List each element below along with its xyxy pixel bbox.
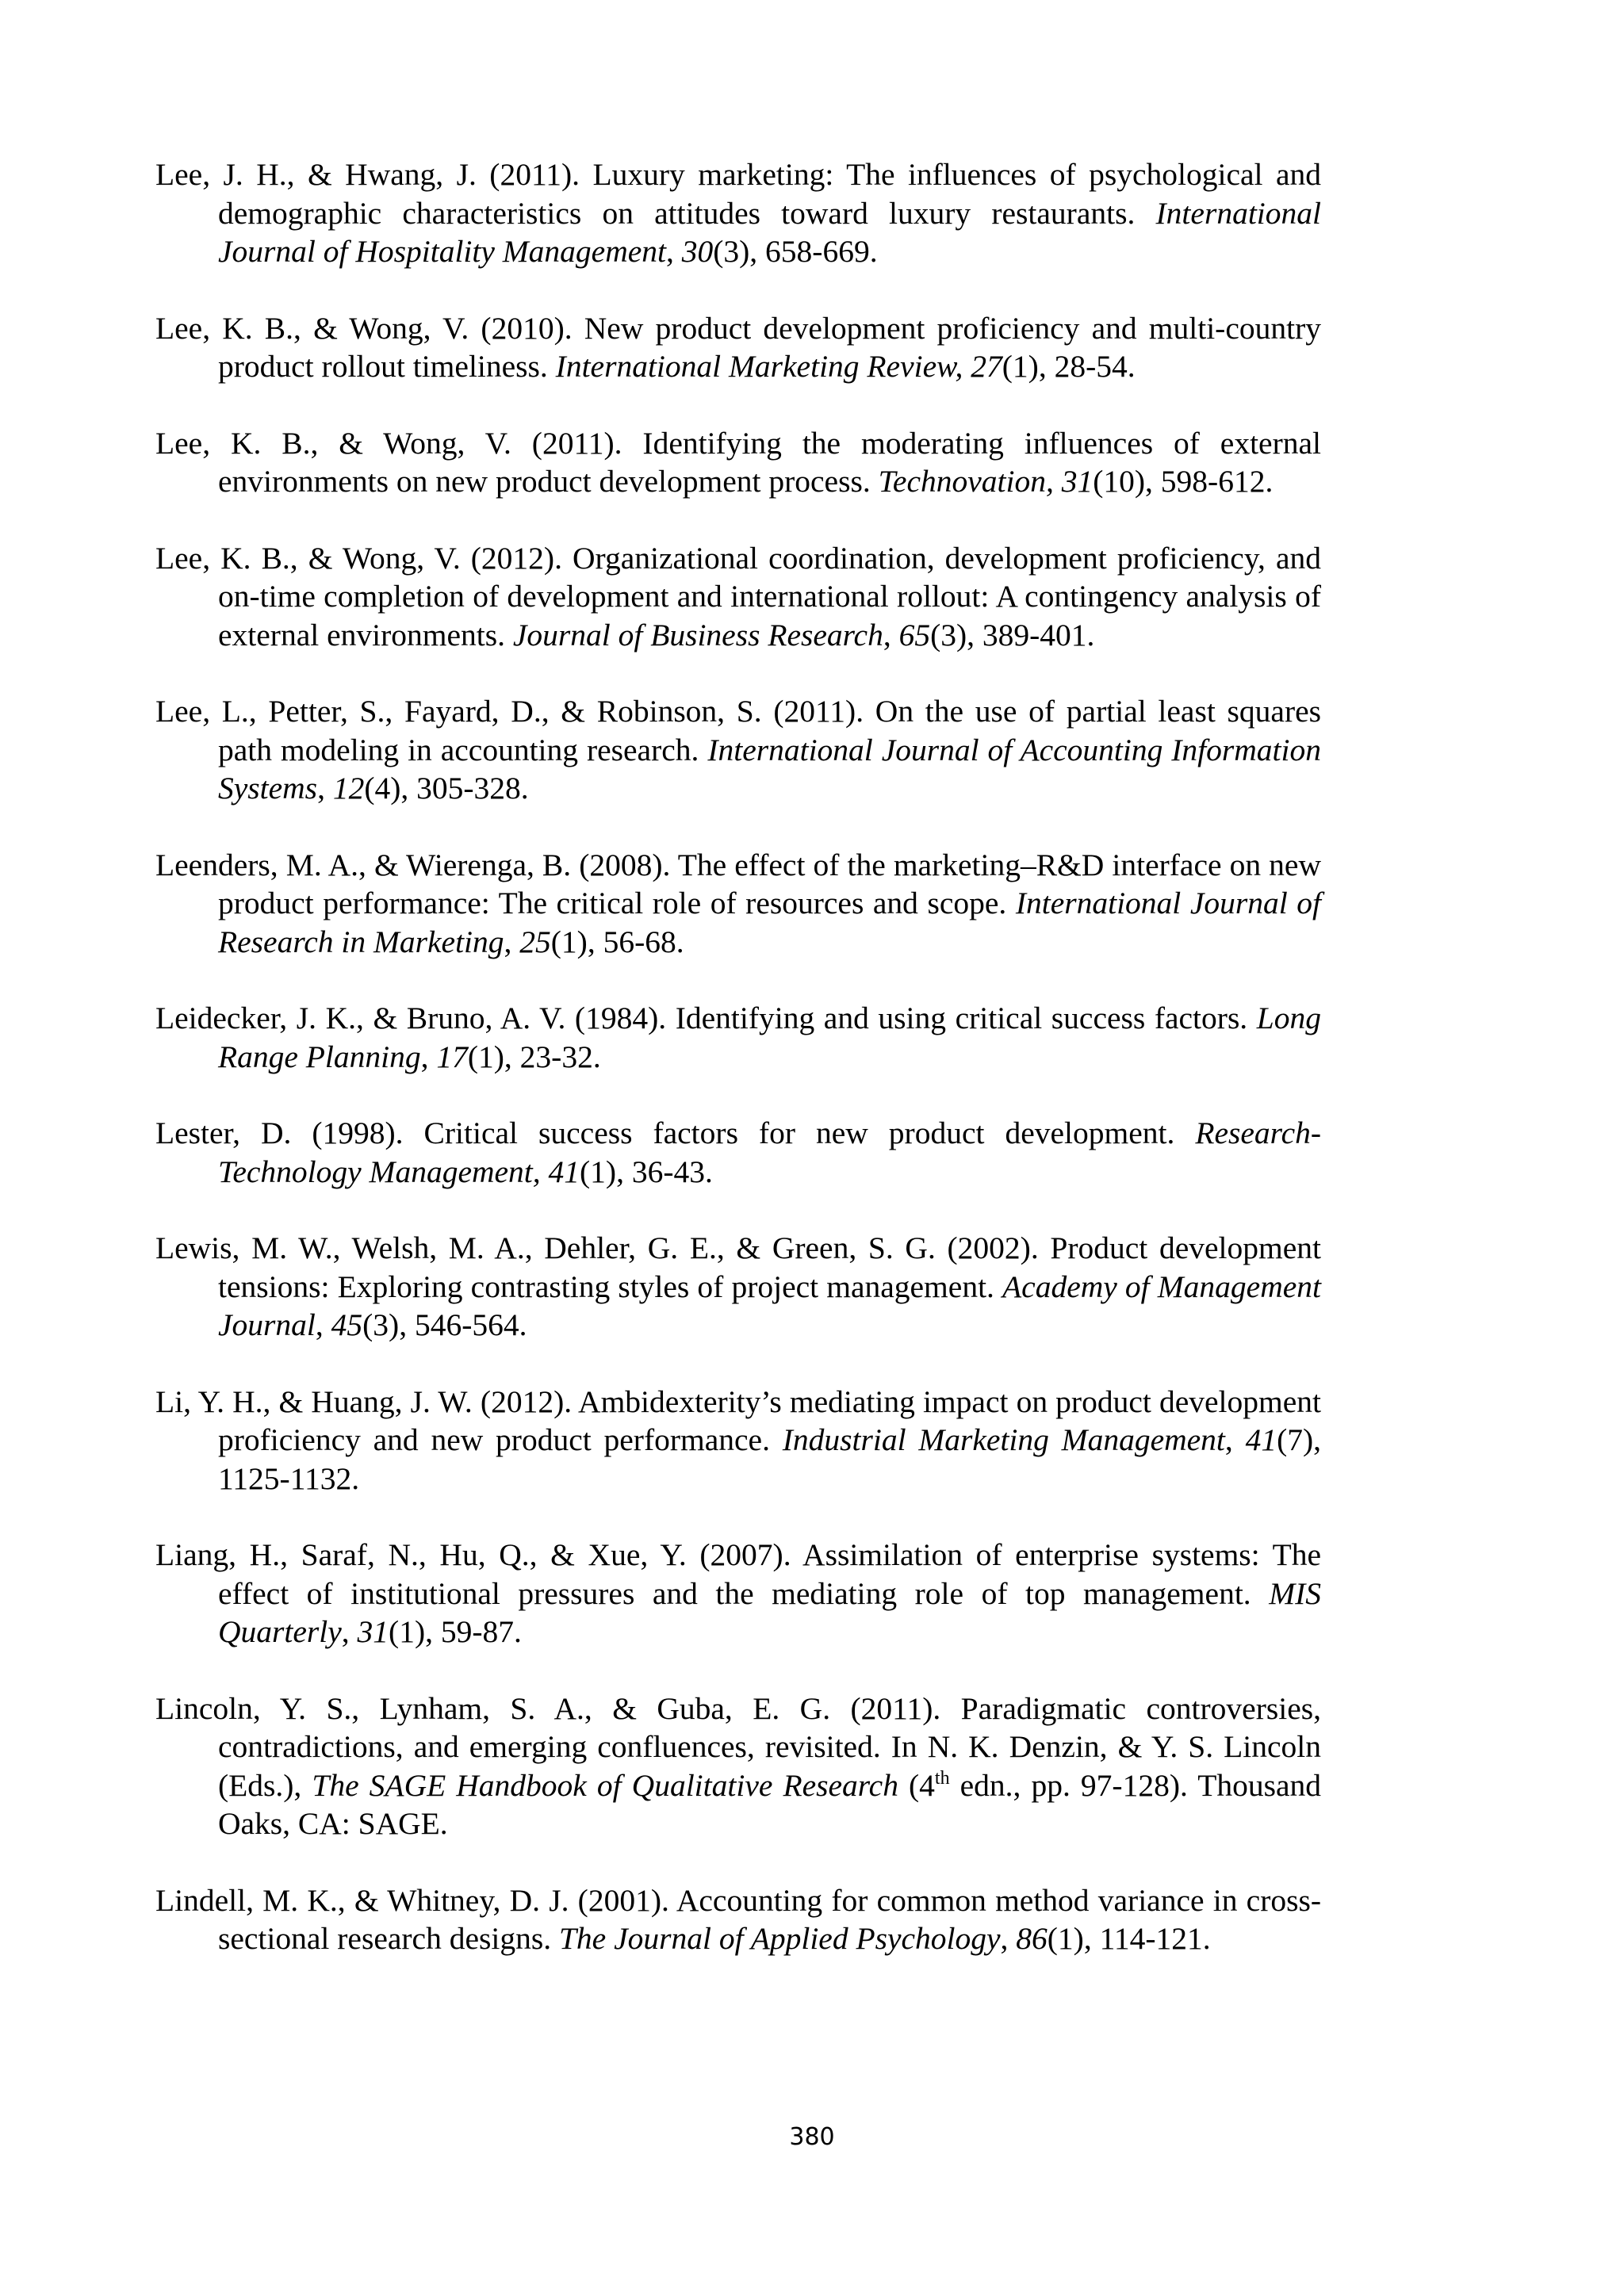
italic-title: 30 — [681, 234, 714, 269]
italic-title: Academy of Management Journal — [218, 1269, 1321, 1342]
italic-title: The SAGE Handbook of Qualitative Research — [312, 1767, 898, 1803]
italic-title: 45 — [331, 1307, 363, 1342]
reference-text: , — [341, 1614, 358, 1649]
reference-text: (1), 59-87. — [389, 1614, 522, 1649]
reference-text: , — [420, 1039, 437, 1074]
reference-entry — [155, 309, 1321, 386]
reference-text: edn., pp. 97-128). Thousand Oaks, CA: SAGE. — [218, 1767, 1321, 1841]
page-number: 380 — [789, 2123, 835, 2151]
reference-text: , — [504, 924, 520, 959]
italic-title: International Marketing Review, 27 — [555, 349, 1002, 384]
superscript-text: th — [934, 1767, 950, 1789]
reference-text: (3), 546-564. — [362, 1307, 527, 1342]
reference-text: (1), 114-121. — [1047, 1921, 1211, 1956]
reference-text: (1), 28-54. — [1002, 349, 1136, 384]
italic-title: Research-Technology Management, 41 — [218, 1115, 1321, 1189]
reference-text: Lee, K. B., & Wong, V. (2012). Organizational coordination, development proficiency, and on-time completion of development and international rollout: A contingency analysis of external environments. — [155, 540, 1321, 652]
reference-text: (3), 389-401. — [930, 617, 1095, 652]
italic-title: 65 — [898, 617, 931, 652]
reference-list — [155, 155, 1321, 1996]
reference-entry — [155, 1114, 1321, 1191]
reference-text: Liang, H., Saraf, N., Hu, Q., & Xue, Y. (2007). Assimilation of enterprise systems: The effect of institutional pressures and the mediating role of top management. — [155, 1537, 1321, 1611]
reference-text: Leenders, M. A., & Wierenga, B. (2008). The effect of the marketing–R&D interface on new product performance: The critical role of resources and scope. — [155, 847, 1321, 920]
reference-text: , — [1224, 1422, 1246, 1457]
reference-entry — [155, 539, 1321, 655]
italic-title: 25 — [519, 924, 551, 959]
reference-text: Lewis, M. W., Welsh, M. A., Dehler, G. E., & Green, S. G. (2002). Product development tensions: Exploring contrasting styles of project management. — [155, 1230, 1321, 1304]
reference-text: Li, Y. H., & Huang, J. W. (2012). Ambidexterity’s mediating impact on product development proficiency and new product performance. — [155, 1383, 1321, 1457]
reference-text: Leidecker, J. K., & Bruno, A. V. (1984). Identifying and using critical success factors. — [155, 1001, 1257, 1035]
reference-text: Lee, K. B., & Wong, V. (2010). New product development proficiency and multi-country product rollout timeliness. — [155, 310, 1321, 384]
italic-title: International Journal of Research in Marketing — [218, 886, 1321, 959]
reference-text: (4 — [898, 1767, 935, 1803]
reference-text: (7), 1125-1132. — [218, 1422, 1322, 1496]
italic-title: Journal of Business Research — [512, 617, 883, 652]
italic-title: 31 — [357, 1614, 389, 1649]
italic-title: Long Range Planning — [218, 1001, 1321, 1074]
reference-text: Lee, J. H., & Hwang, J. (2011). Luxury marketing: The influences of psychological and demographic characteristics on attitudes toward luxury restaurants. — [155, 157, 1321, 231]
italic-title: Technovation, 31 — [878, 464, 1094, 499]
reference-text: (1), 36-43. — [580, 1154, 713, 1189]
reference-text: (1), 23-32. — [467, 1039, 601, 1074]
reference-text: (1), 56-68. — [550, 924, 684, 959]
reference-text: , — [666, 234, 682, 269]
italic-title: Industrial Marketing Management — [782, 1422, 1225, 1457]
reference-entry — [155, 1881, 1321, 1958]
reference-text: (4), 305-328. — [364, 771, 529, 806]
reference-text: , — [1000, 1921, 1017, 1956]
italic-title: International Journal of Hospitality Management — [218, 195, 1321, 269]
reference-text: Lester, D. (1998). Critical success factors for new product development. — [155, 1115, 1196, 1150]
italic-title: 86 — [1016, 1921, 1048, 1956]
italic-title: MIS Quarterly — [218, 1575, 1321, 1649]
reference-entry — [155, 1383, 1321, 1498]
reference-text: , — [317, 771, 333, 806]
reference-text: (10), 598-612. — [1093, 464, 1274, 499]
reference-entry — [155, 1689, 1321, 1843]
reference-text: (3), 658-669. — [713, 234, 878, 269]
italic-title: 41 — [1245, 1422, 1277, 1457]
reference-entry — [155, 692, 1321, 808]
reference-entry — [155, 1229, 1321, 1345]
reference-entry — [155, 846, 1321, 962]
reference-entry — [155, 999, 1321, 1076]
reference-text: Lee, L., Petter, S., Fayard, D., & Robinson, S. (2011). On the use of partial least squares path modeling in accounting research. — [155, 694, 1321, 767]
reference-entry — [155, 424, 1321, 501]
reference-text: Lincoln, Y. S., Lynham, S. A., & Guba, E. G. (2011). Paradigmatic controversies, contradictions, and emerging confluences, revisited. In N. K. Denzin, & Y. S. Lincoln (Eds.), — [155, 1690, 1321, 1803]
reference-text: , — [315, 1307, 331, 1342]
italic-title: 17 — [436, 1039, 468, 1074]
reference-entry — [155, 155, 1321, 271]
reference-text: Lindell, M. K., & Whitney, D. J. (2001). Accounting for common method variance in cross-sectional research designs. — [155, 1882, 1321, 1956]
italic-title: 12 — [332, 771, 365, 806]
italic-title: International Journal of Accounting Information Systems — [218, 732, 1321, 806]
reference-entry — [155, 1536, 1321, 1651]
reference-text: Lee, K. B., & Wong, V. (2011). Identifying the moderating influences of external environments on new product development process. — [155, 425, 1321, 499]
italic-title: The Journal of Applied Psychology — [558, 1921, 1001, 1956]
reference-text: , — [883, 617, 899, 652]
